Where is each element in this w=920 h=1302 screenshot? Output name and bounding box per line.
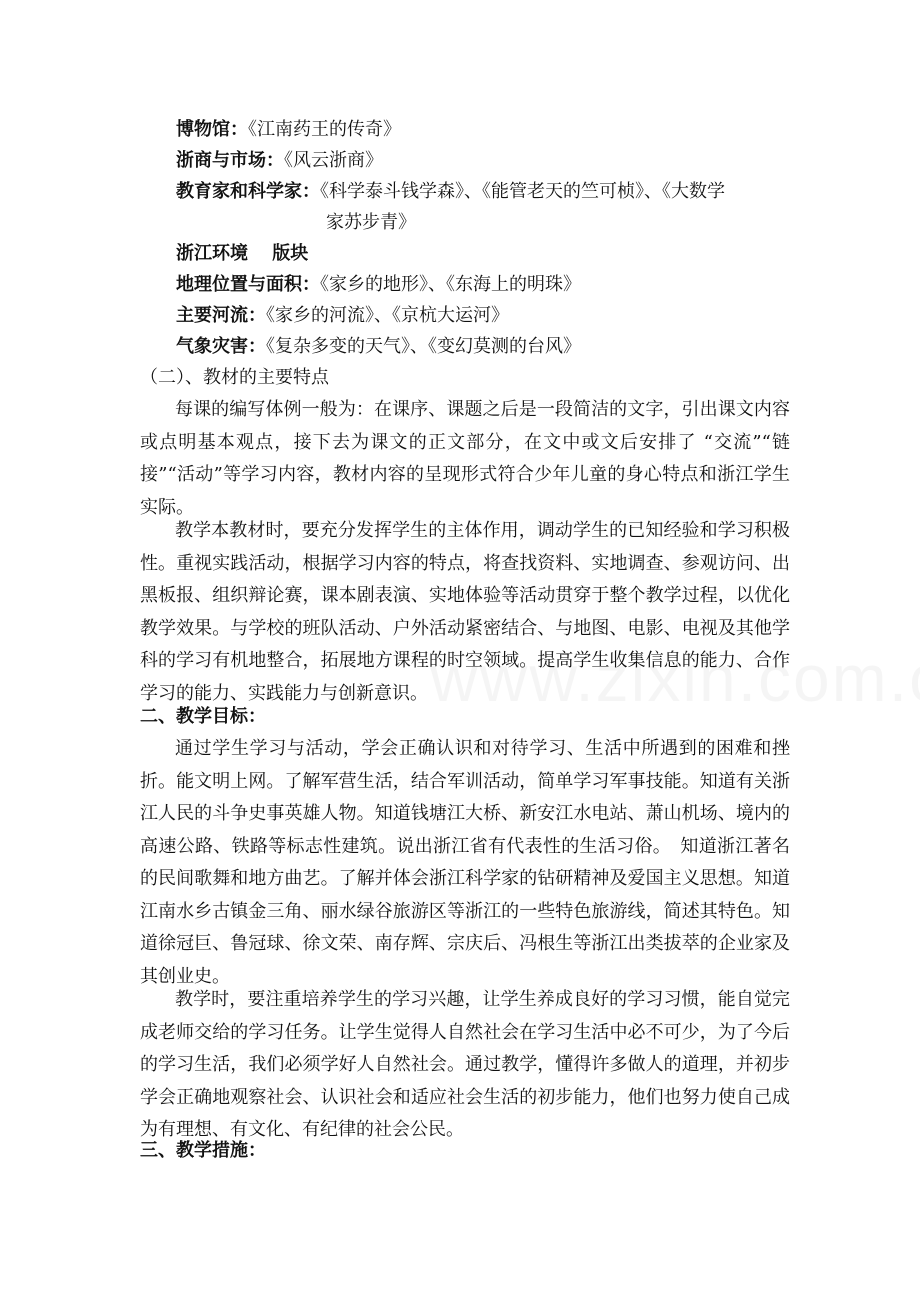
list-item-environment-block [176, 238, 308, 269]
list-item-label: 博物馆： [176, 119, 248, 140]
list-item-text: 《风云浙商》 [284, 150, 383, 171]
section-heading-goals: 二、教学目标： [140, 706, 266, 727]
list-item-text: 《复杂多变的天气》、《变幻莫测的台风》 [266, 336, 581, 357]
list-item-text: 《科学泰斗钱学森》、《能管老天的竺可桢》、《大数学 [320, 181, 725, 202]
list-item-educators [176, 176, 725, 207]
paragraph-textbook-format: 每课的编写体例一般为：在课序、课题之后是一段简洁的文字，引出课文内容或点明基本观点，接下去为课文的正文部分，在文中或文后安排了 “交流”“链接”“活动”等学习内容，教材内容的呈现形式符合少年儿童的身心特点和浙江学生实际。 [140, 399, 790, 518]
list-item-label: 教育家和科学家： [176, 181, 320, 202]
list-item-rivers [176, 300, 509, 331]
subsection-heading: （二）、教材的主要特点 [140, 367, 329, 388]
list-item-text: 《家乡的地形》、《东海上的明珠》 [320, 274, 581, 295]
paragraph-teaching-method: 教学本教材时，要充分发挥学生的主体作用，调动学生的已知经验和学习积极性。重视实践活动，根据学习内容的特点，将查找资料、实地调查、参观访问、出黑板报、组织辩论赛，课本剧表演、实地体验等活动贯穿于整个教学过程，以优化教学效果。与学校的班队活动、户外活动紧密结合、与地图、电影、电视及其他学科的学习有机地整合，拓展地方课程的时空领域。提高学生收集信息的能力、合作学习的能力、实践能力与创新意识。 [140, 520, 790, 704]
list-item-label: 浙商与市场： [176, 150, 284, 171]
list-item-text: 《家乡的河流》、《京杭大运河》 [266, 305, 509, 326]
list-item-educators-continuation: 家苏步青》 [326, 212, 416, 233]
list-item-museum [176, 114, 401, 145]
list-item-label: 气象灾害： [176, 336, 266, 357]
list-item-label: 浙江环境 版块 [176, 243, 309, 264]
list-item-geography [176, 269, 581, 300]
list-item-label: 主要河流： [176, 305, 266, 326]
paragraph-goals: 通过学生学习与活动，学会正确认识和对待学习、生活中所遇到的困难和挫折。能文明上网。了解军营生活，结合军训活动，简单学习军事技能。知道有关浙江人民的斗争史事英雄人物。知道钱塘江大桥、新安江水电站、萧山机场、境内的高速公路、铁路等标志性建筑。说出浙江省有代表性的生活习俗。 知道浙江著名的民间歌舞和地方曲艺。了解并体会浙江科学家的钻研精神及爱国主义思想。知道江南水乡古镇金三角、丽水绿谷旅游区等浙江的一些特色旅游线，简述其特色。知道徐冠巨、鲁冠球、徐文荣、南存辉、宗庆后、冯根生等浙江出类拔萃的企业家及其创业史。 [140, 738, 790, 987]
list-item-label: 地理位置与面积： [176, 274, 320, 295]
list-item-merchants [176, 145, 383, 176]
paragraph-teaching-notes: 教学时，要注重培养学生的学习兴趣，让学生养成良好的学习习惯，能自觉完成老师交给的学习任务。让学生觉得人自然社会在学习生活中必不可少，为了今后的学习生活，我们必须学好人自然社会。通过教学，懂得许多做人的道理，并初步学会正确地观察社会、认识社会和适应社会生活的初步能力，他们也努力使自己成为有理想、有文化、有纪律的社会公民。 [140, 989, 790, 1140]
list-item-weather [176, 331, 581, 362]
list-item-text: 《江南药王的传奇》 [248, 119, 401, 140]
section-heading-measures: 三、教学措施： [140, 1140, 266, 1161]
